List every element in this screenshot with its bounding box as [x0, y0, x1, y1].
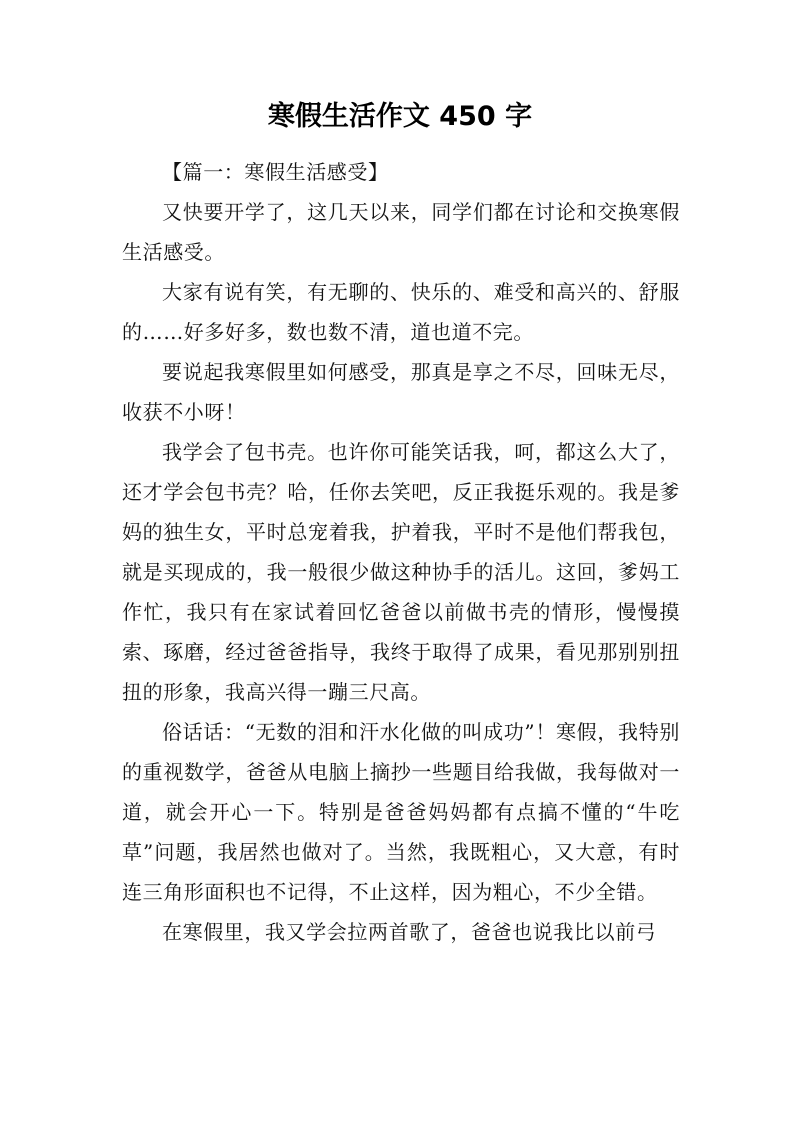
paragraph: 我学会了包书壳。也许你可能笑话我，呵，都这么大了，还才学会包书壳？哈，任你去笑吧，反正我挺乐观的。我是爹妈的独生女，平时总宠着我，护着我，平时不是他们帮我包，就是买现成的，我一般很少做这种协手的活儿。这回，爹妈工作忙，我只有在家试着回忆爸爸以前做书壳的情形，慢慢摸索、琢磨，经过爸爸指导，我终于取得了成果，看见那别别扭扭的形象，我高兴得一蹦三尺高。 [122, 440, 680, 704]
paragraph: 要说起我寒假里如何感受，那真是享之不尽，回味无尽，收获不小呀！ [122, 360, 680, 424]
paragraph: 又快要开学了，这几天以来，同学们都在讨论和交换寒假生活感受。 [122, 200, 680, 264]
paragraph: 俗话话：“无数的泪和汗水化做的叫成功”！寒假，我特别的重视数学，爸爸从电脑上摘抄一些题目给我做，我每做对一道，就会开心一下。特别是爸爸妈妈都有点搞不懂的“牛吃草”问题，我居然也做对了。当然，我既粗心，又大意，有时连三角形面积也不记得，不止这样，因为粗心，不少全错。 [122, 720, 680, 904]
document-body [122, 152, 680, 952]
paragraph: 在寒假里，我又学会拉两首歌了，爸爸也说我比以前弓 [162, 920, 657, 944]
paragraph: 大家有说有笑，有无聊的、快乐的、难受和高兴的、舒服的……好多好多，数也数不清，道也道不完。 [122, 280, 680, 344]
document-title: 寒假生活作文 450 字 [267, 101, 533, 132]
section-heading: 【篇一：寒假生活感受】 [162, 160, 389, 184]
